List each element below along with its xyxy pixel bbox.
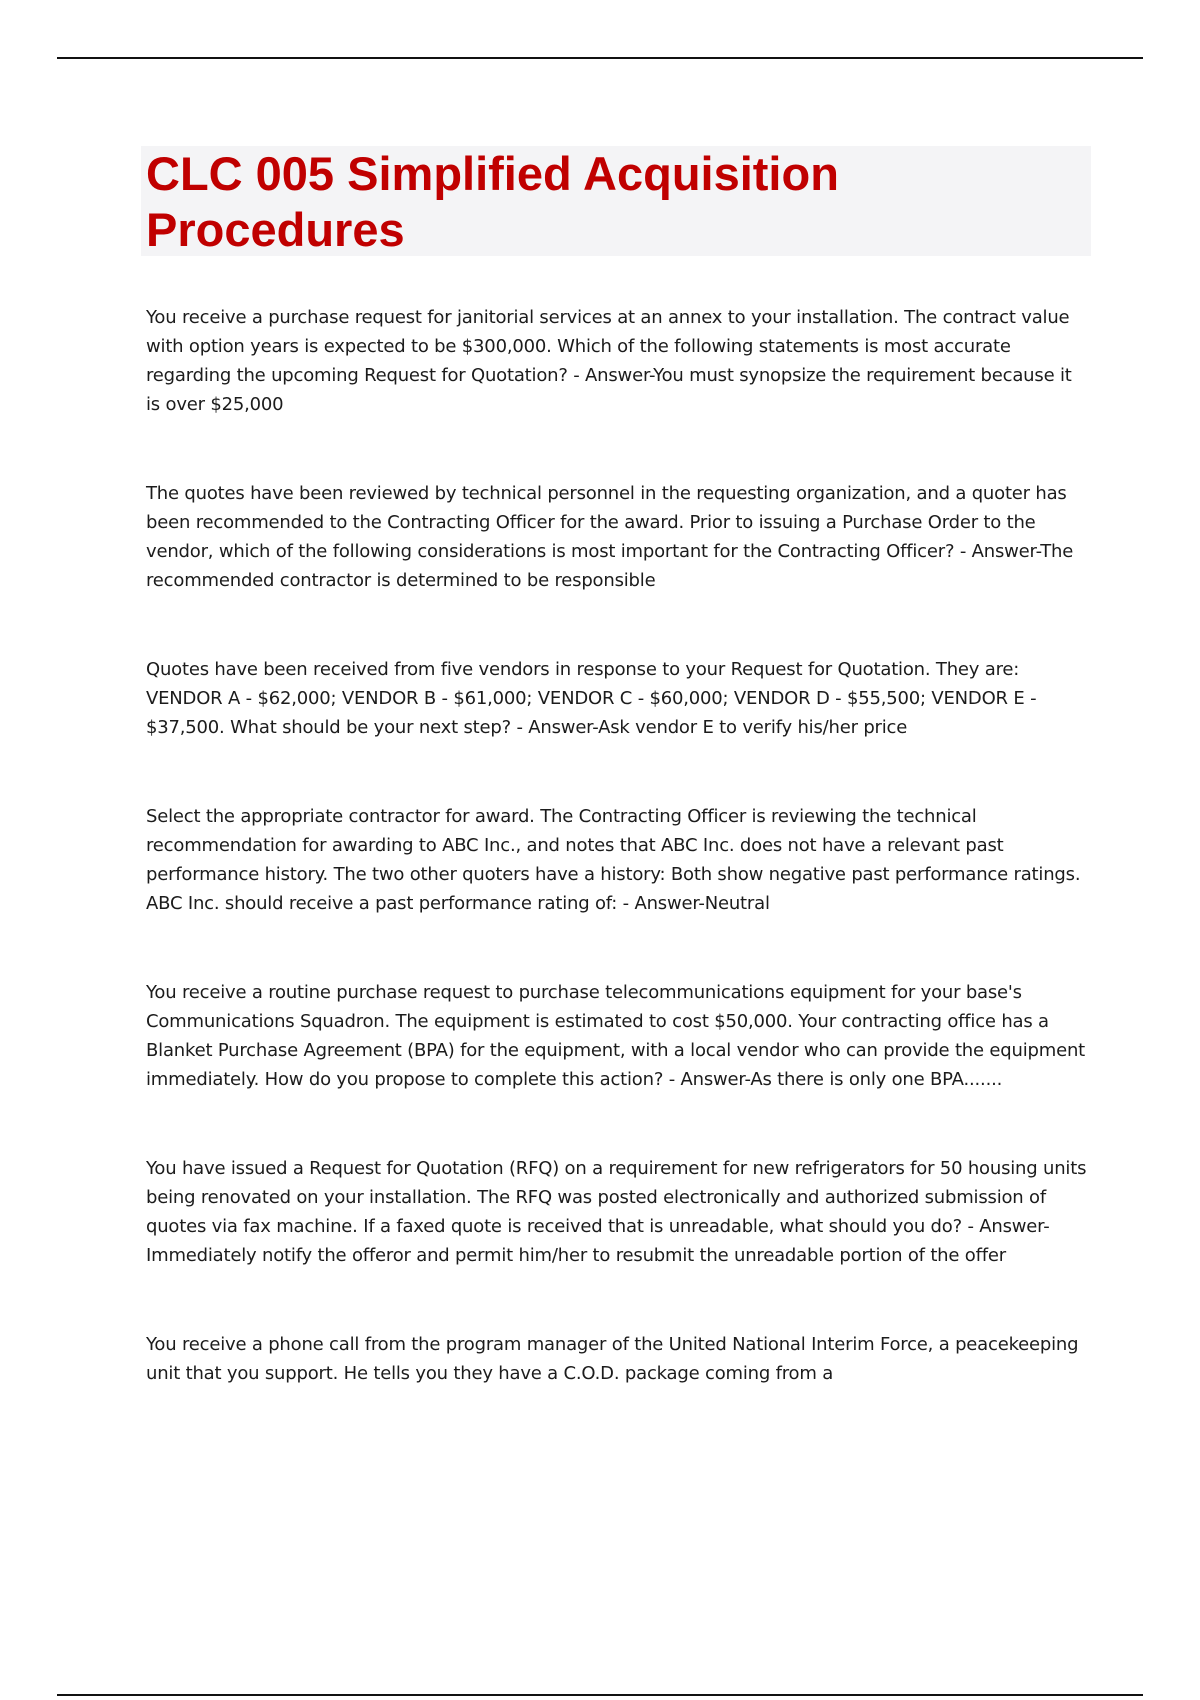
question-item-7: You receive a phone call from the program manager of the United National Interim Force, a peacekeeping unit that you support. He tells you they have a C.O.D. package coming from a — [146, 1334, 1079, 1384]
question-item-4: Select the appropriate contractor for award. The Contracting Officer is reviewing the technical recommendation for awarding to ABC Inc., and notes that ABC Inc. does not have a relevant past performance history. The two other quoters have a history: Both show negative past performance ratings. ABC Inc. should receive a past performance rating of: - Answer-Neutral — [146, 806, 1081, 914]
question-item-3: Quotes have been received from five vendors in response to your Request for Quotation. They are: VENDOR A - $62,000; VENDOR B - $61,000; VENDOR C - $60,000; VENDOR D - $55,500; VENDOR E - $37,500. What should be your next step? - Answer-Ask vendor E to verify his/her price — [146, 659, 1037, 738]
question-item-1: You receive a purchase request for janitorial services at an annex to your installation. The contract value with option years is expected to be $300,000. Which of the following statements is most accurate regarding the upcoming Request for Quotation? - Answer-You must synopsize the requirement because it is over $25,000 — [146, 307, 1072, 415]
title-banner — [141, 146, 1091, 256]
top-rule — [57, 57, 1143, 59]
question-item-6: You have issued a Request for Quotation (RFQ) on a requirement for new refrigerators for 50 housing units being renovated on your installation. The RFQ was posted electronically and authorized submission of quotes via fax machine. If a faxed quote is received that is unreadable, what should you do? - Answer-Immediately notify the offeror and permit him/her to resubmit the unreadable portion of the offer — [146, 1158, 1087, 1266]
question-item-5: You receive a routine purchase request to purchase telecommunications equipment for your base's Communications Squadron. The equipment is estimated to cost $50,000. Your contracting office has a Blanket Purchase Agreement (BPA) for the equipment, with a local vendor who can provide the equipment immediately. How do you propose to complete this action? - Answer-As there is only one BPA....... — [146, 982, 1086, 1090]
bottom-rule — [57, 1694, 1143, 1696]
document-title: CLC 005 Simplified Acquisition Procedures — [146, 147, 839, 256]
question-item-2: The quotes have been reviewed by technical personnel in the requesting organization, and a quoter has been recommended to the Contracting Officer for the award. Prior to issuing a Purchase Order to the vendor, which of the following considerations is most important for the Contracting Officer? - Answer-The recommended contractor is determined to be responsible — [146, 483, 1074, 591]
question-list — [146, 303, 1091, 1448]
